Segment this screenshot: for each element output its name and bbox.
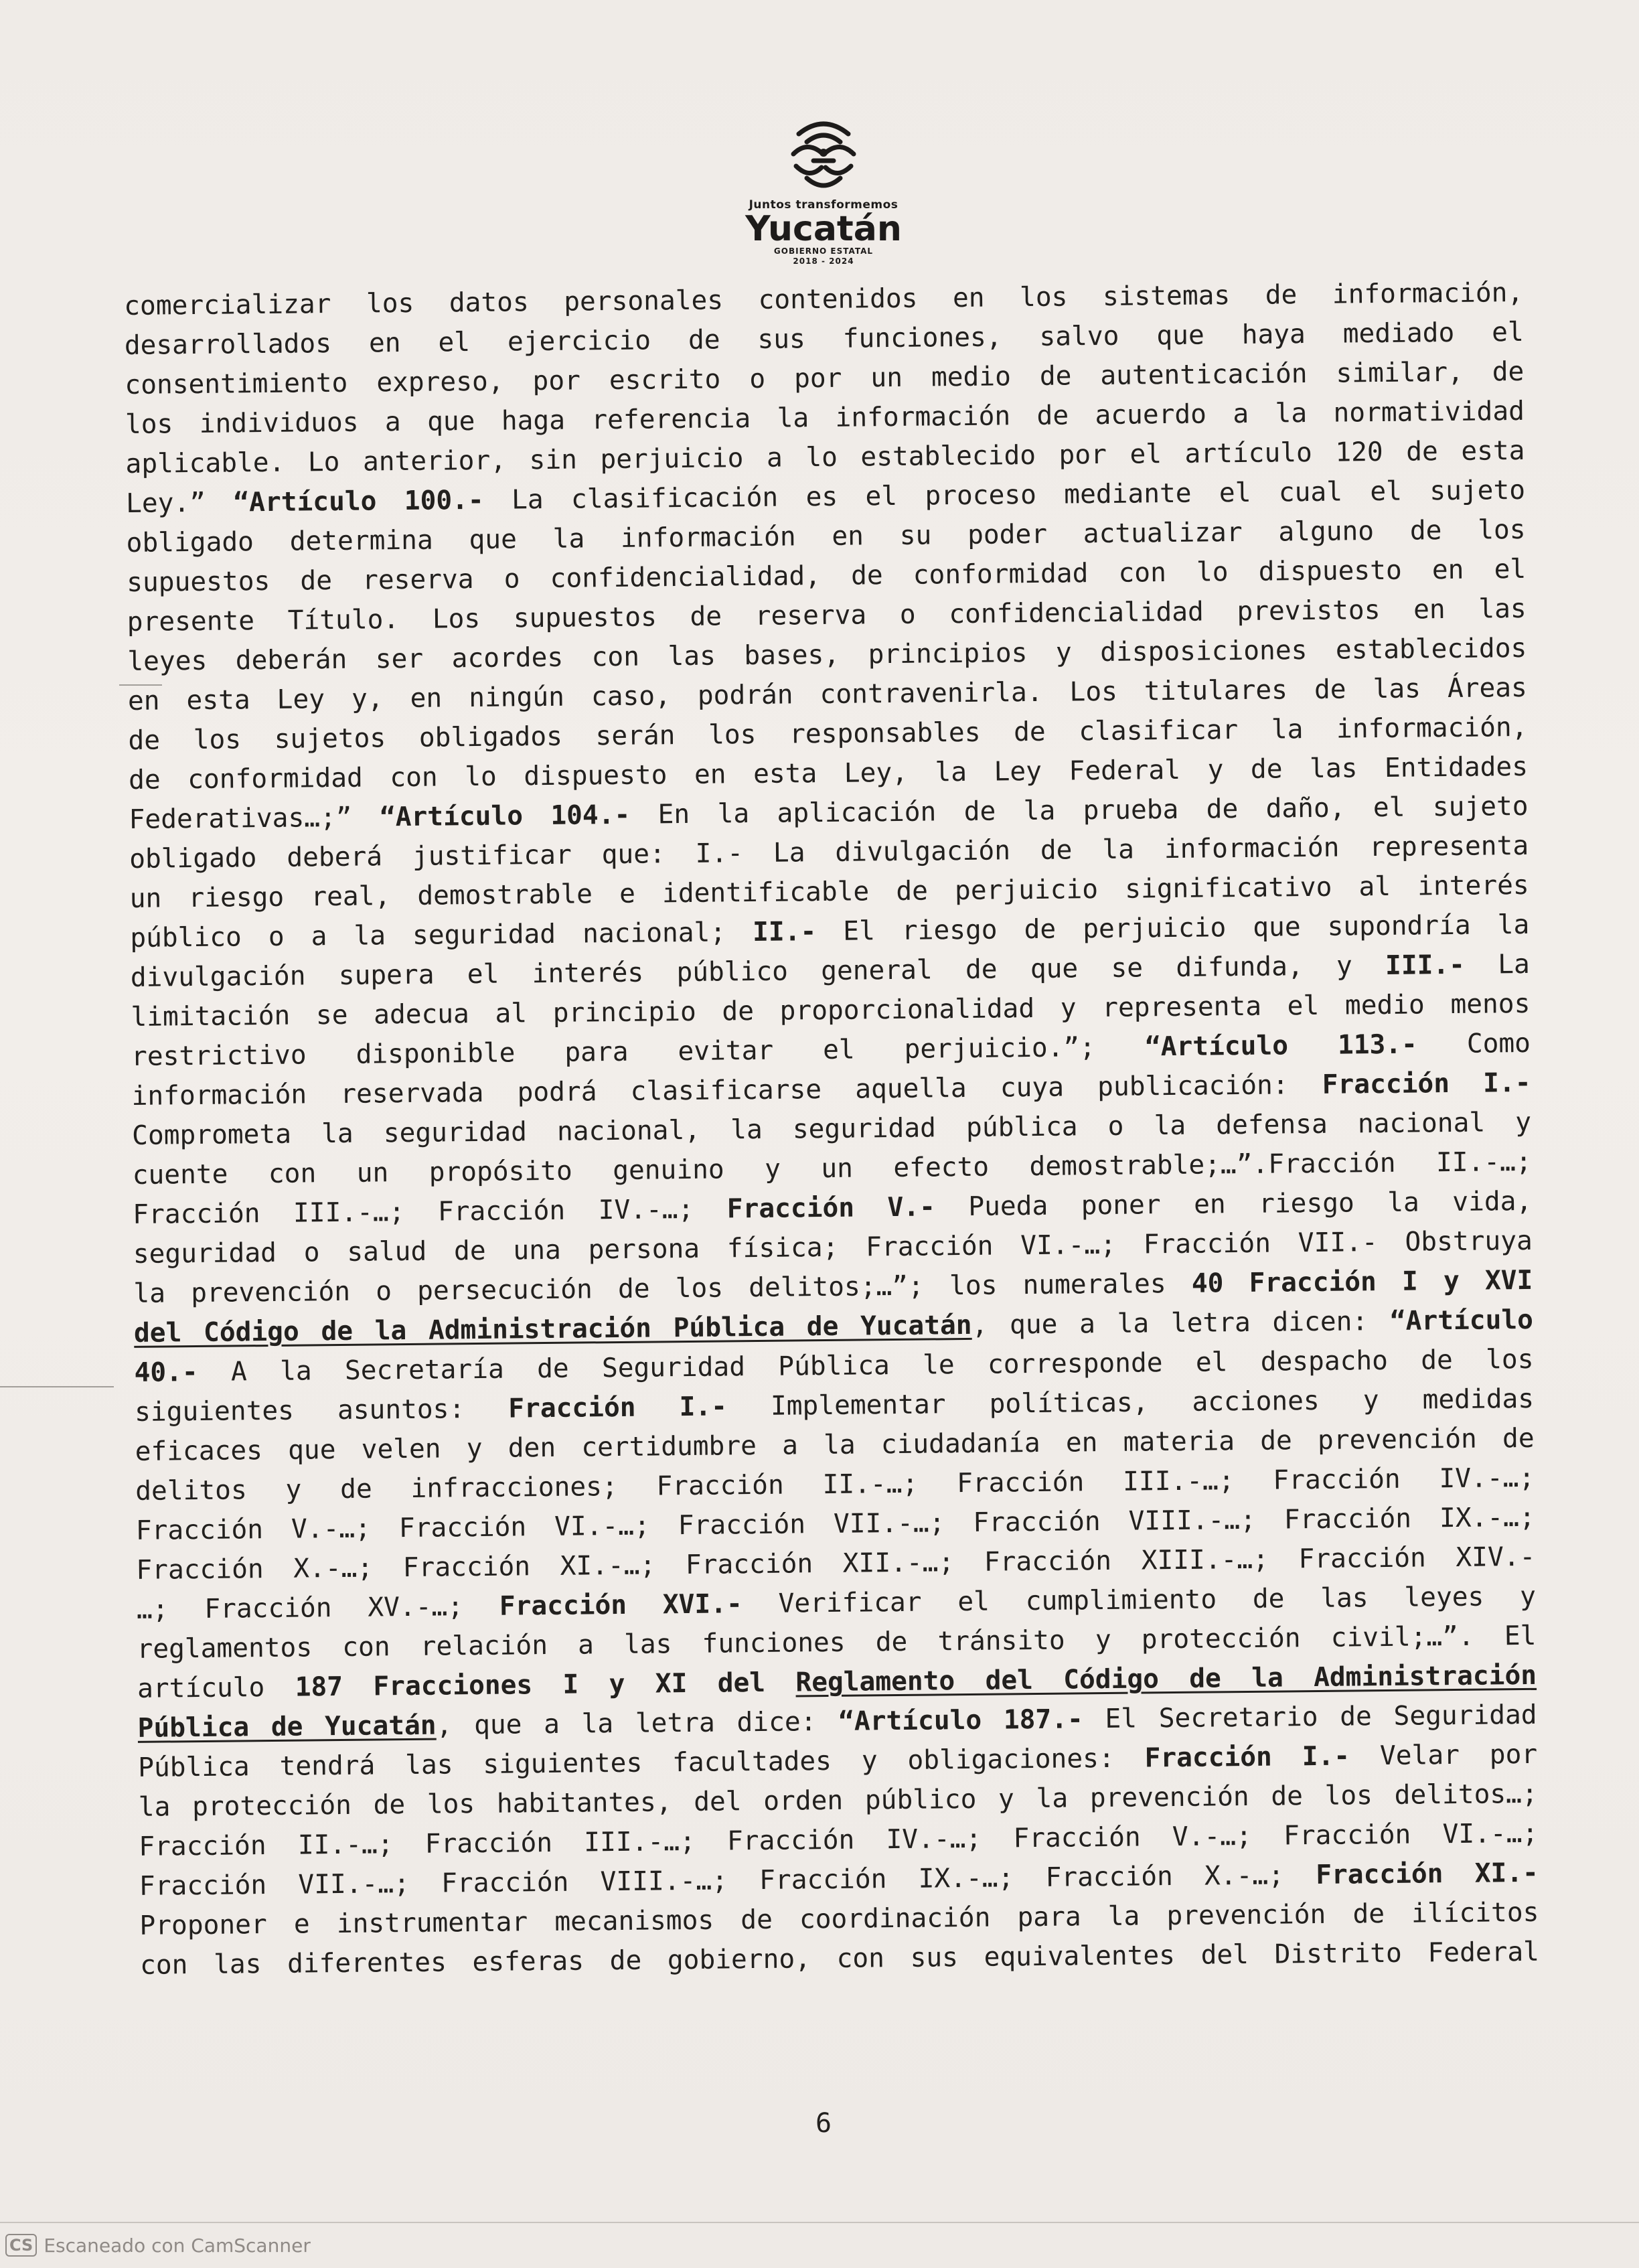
text-segment: de los sujetos obligados serán los responsables de clasificar la información,	[128, 711, 1528, 756]
text-segment: Fracción X.-…; Fracción XI.-…; Fracción XII.-…; Fracción XIII.-…; Fracción XIV.-	[136, 1541, 1536, 1586]
text-segment: obligado deberá justificar que: I.- La divulgación de la información representa	[129, 830, 1529, 875]
yucatan-government-logo	[736, 114, 911, 275]
bold-text-segment: del Código de la Administración Pública de Yucatán	[133, 1309, 972, 1349]
text-segment: reglamentos con relación a las funciones de tránsito y protección civil;…”. El	[137, 1620, 1537, 1665]
text-segment: Velar por	[1349, 1738, 1538, 1772]
text-segment: Implementar políticas, acciones y medidas	[726, 1383, 1535, 1422]
text-segment: información reservada podrá clasificarse aquella cuya publicación:	[131, 1069, 1322, 1112]
text-segment: , que a la letra dice:	[436, 1706, 839, 1741]
bold-text-segment: 40 Fracción I y XVI	[1191, 1264, 1533, 1299]
bold-text-segment: Fracción XVI.-	[499, 1588, 743, 1622]
scanner-watermark	[5, 2234, 311, 2257]
bold-text-segment: Fracción XI.-	[1316, 1857, 1539, 1891]
text-segment: la protección de los habitantes, del orden público y la prevención de los delitos…;	[138, 1778, 1538, 1823]
bold-text-segment: “Artículo 100.-	[233, 484, 484, 518]
text-segment: seguridad o salud de una persona física; Fracción VI.-…; Fracción VII.- Obstruya	[133, 1225, 1533, 1270]
text-segment: en esta Ley y, en ningún caso, podrán contravenirla. Los titulares de las Áreas	[127, 672, 1528, 716]
scanner-watermark-text: Escaneado con CamScanner	[44, 2234, 311, 2257]
bold-text-segment: Reglamento del Código de la Administración	[795, 1659, 1537, 1698]
text-segment: Fracción V.-…; Fracción VI.-…; Fracción VII.-…; Fracción VIII.-…; Fracción IX.-…;	[135, 1501, 1535, 1546]
text-segment: …; Fracción XV.-…;	[136, 1590, 500, 1625]
text-segment: limitación se adecua al principio de proporcionalidad y representa el medio menos	[131, 988, 1531, 1033]
text-segment: Proponer e instrumentar mecanismos de coordinación para la prevención de ilícitos	[139, 1896, 1539, 1941]
text-segment: La clasificación es el proceso mediante el cual el sujeto	[483, 474, 1526, 516]
logo-name: Yucatán	[745, 209, 902, 249]
bold-text-segment: 187 Fracciones I y XI del	[295, 1667, 766, 1703]
bold-text-segment: “Artículo	[1389, 1304, 1534, 1337]
text-segment: En la aplicación de la prueba de daño, el sujeto	[630, 790, 1529, 830]
logo-subtitle: GOBIERNO ESTATAL	[773, 246, 874, 256]
document-body	[124, 273, 1539, 1985]
bold-text-segment: “Artículo 104.-	[379, 799, 631, 833]
bold-text-segment: III.-	[1385, 949, 1466, 981]
bold-text-segment: 40.-	[134, 1357, 198, 1388]
bold-text-segment: Fracción V.-	[726, 1191, 936, 1225]
yucatan-emblem-icon	[780, 114, 867, 194]
text-segment: la prevención o persecución de los delitos;…”; los numerales	[133, 1268, 1192, 1309]
bold-text-segment: Pública de Yucatán	[137, 1710, 437, 1744]
text-segment: La	[1464, 948, 1531, 980]
text-segment: El Secretario de Seguridad	[1083, 1699, 1537, 1735]
text-segment: El riesgo de perjuicio que supondría la	[816, 909, 1530, 948]
text-segment: cuente con un propósito genuino y un efecto demostrable;…”.Fracción II.-…;	[132, 1146, 1532, 1191]
text-segment	[765, 1667, 796, 1697]
bold-text-segment: Fracción I.-	[508, 1391, 728, 1424]
camscanner-badge: CS	[5, 2234, 37, 2257]
text-segment: Verificar el cumplimiento de las leyes y	[742, 1580, 1537, 1620]
text-segment: Fracción III.-…; Fracción IV.-…;	[133, 1193, 728, 1230]
text-segment: presente Título. Los supuestos de reserva o confidencialidad previstos en las	[127, 593, 1527, 637]
text-segment: obligado determina que la información en su poder actualizar alguno de los	[126, 514, 1526, 558]
text-segment: Ley.”	[125, 487, 234, 519]
text-segment: artículo	[137, 1671, 295, 1704]
text-segment: un riesgo real, demostrable e identificable de perjuicio significativo al interés	[129, 869, 1529, 914]
text-segment: , que a la letra dicen:	[971, 1305, 1391, 1341]
text-segment: leyes deberán ser acordes con las bases, principios y disposiciones establecidos	[127, 632, 1527, 677]
text-segment: Federativas…;”	[129, 802, 380, 835]
text-segment: Pública tendrá las siguientes facultades y obligaciones:	[138, 1742, 1145, 1783]
text-segment: Como	[1417, 1027, 1531, 1060]
margin-mark	[0, 1386, 114, 1387]
text-segment: eficaces que velen y den certidumbre a la ciudadanía en materia de prevención de	[135, 1422, 1535, 1467]
footer-divider	[0, 2222, 1639, 2223]
text-segment: con las diferentes esferas de gobierno, con sus equivalentes del Distrito Federal	[139, 1936, 1540, 1981]
bold-text-segment: “Artículo 187.-	[838, 1704, 1083, 1737]
text-segment: Comprometa la seguridad nacional, la seguridad pública o la defensa nacional y	[131, 1106, 1532, 1151]
text-segment: A la Secretaría de Seguridad Pública le corresponde el despacho de los	[198, 1343, 1534, 1388]
text-segment: público o a la seguridad nacional;	[130, 917, 753, 954]
bold-text-segment: II.-	[752, 916, 817, 948]
bold-text-segment: Fracción I.-	[1322, 1067, 1531, 1100]
text-segment: desarrollados en el ejercicio de sus funciones, salvo que haya mediado el	[124, 316, 1524, 361]
text-segment: Fracción II.-…; Fracción III.-…; Fracción IV.-…; Fracción V.-…; Fracción VI.-…;	[139, 1817, 1539, 1862]
bold-text-segment: “Artículo 113.-	[1144, 1029, 1418, 1063]
text-segment: restrictivo disponible para evitar el perjuicio.”;	[131, 1031, 1146, 1072]
text-segment: comercializar los datos personales contenidos en los sistemas de información,	[124, 277, 1524, 321]
page-number: 6	[815, 2108, 832, 2139]
text-segment: divulgación supera el interés público general de que se difunda, y	[130, 950, 1386, 993]
text-segment: aplicable. Lo anterior, sin perjuicio a lo establecido por el artículo 120 de esta	[125, 435, 1525, 479]
text-segment: Pueda poner en riesgo la vida,	[935, 1185, 1533, 1223]
text-segment: de conformidad con lo dispuesto en esta Ley, la Ley Federal y de las Entidades	[128, 751, 1529, 796]
text-segment: delitos y de infracciones; Fracción II.-…; Fracción III.-…; Fracción IV.-…;	[135, 1462, 1535, 1507]
text-segment: los individuos a que haga referencia la información de acuerdo a la normatividad	[125, 395, 1525, 440]
text-segment: Fracción VII.-…; Fracción VIII.-…; Fracción IX.-…; Fracción X.-…;	[139, 1860, 1316, 1902]
logo-period: 2018 - 2024	[793, 256, 854, 266]
text-segment: consentimiento expreso, por escrito o por un medio de autenticación similar, de	[125, 356, 1525, 400]
text-segment: supuestos de reserva o confidencialidad, de conformidad con lo dispuesto en el	[127, 553, 1527, 598]
text-segment: siguientes asuntos:	[134, 1393, 509, 1428]
logo-tagline: Juntos transformemos	[749, 198, 899, 212]
bold-text-segment: Fracción I.-	[1144, 1740, 1350, 1774]
